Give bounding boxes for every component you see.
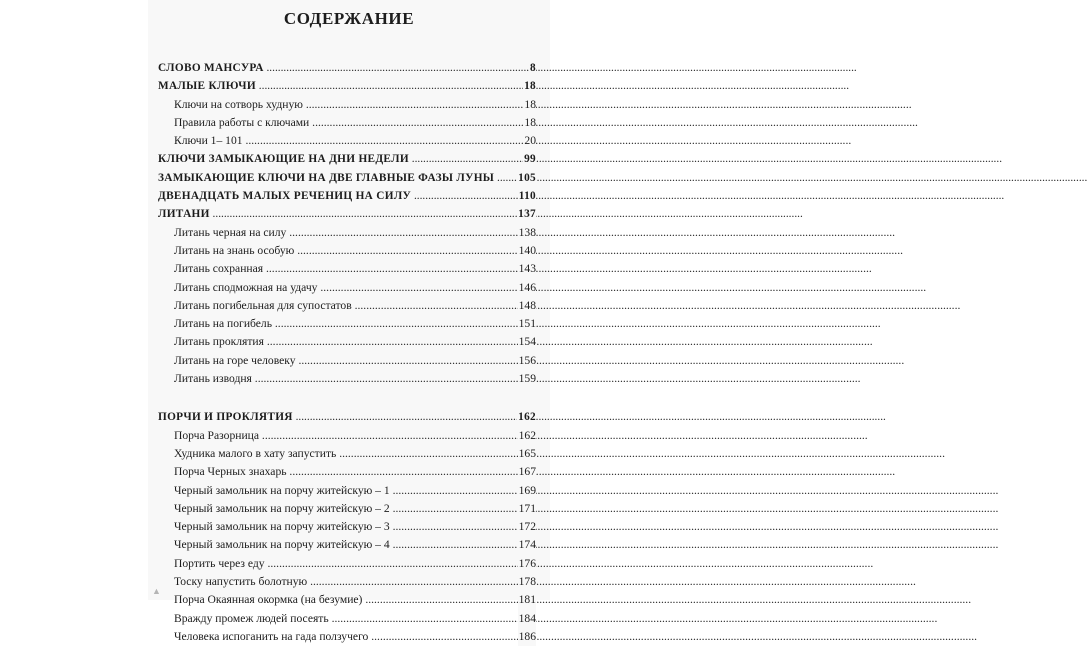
- toc-subsection-entry: [158, 427, 536, 445]
- toc-page-number: 148: [518, 297, 536, 315]
- toc-page-number: 167: [518, 463, 536, 481]
- toc-subsection-entry: [158, 297, 536, 315]
- toc-entry-title: Литань проклятия .....: [174, 333, 496, 351]
- toc-page-number: 105: [517, 169, 536, 187]
- toc-entry-title: Литань сохранная .....: [174, 260, 496, 278]
- toc-subsection-entry: [158, 224, 536, 242]
- toc-page-number: 18: [523, 114, 536, 132]
- toc-entry-title: Худника малого в хату запустить .....: [174, 445, 496, 463]
- toc-entry-title: Порча Окаянная окормка (на безумие) .....: [174, 591, 496, 609]
- toc-page-number: 169: [518, 482, 536, 500]
- toc-entry-title: Литань на погибель .....: [174, 315, 496, 333]
- toc-subsection-entry: [158, 132, 536, 150]
- toc-entry-title: Черный замольник на порчу житейскую – 1 .....: [174, 482, 496, 500]
- toc-entry-title: КЛЮЧИ ЗАМЫКАЮЩИЕ НА ДНИ НЕДЕЛИ .....: [158, 150, 496, 168]
- toc-page-number: 99: [523, 150, 536, 168]
- book-page: [148, 0, 550, 643]
- toc-entry-title: МАЛЫЕ КЛЮЧИ .....: [158, 77, 496, 95]
- toc-page-number: 171: [518, 500, 536, 518]
- toc-subsection-entry: [158, 482, 536, 500]
- toc-page-number: 18: [523, 96, 536, 114]
- toc-entry-title: Вражду промеж людей посеять .....: [174, 610, 496, 628]
- toc-entry-title: Черный замольник на порчу житейскую – 2 .....: [174, 500, 496, 518]
- toc-entry-title: Тоску напустить болотную .....: [174, 573, 496, 591]
- toc-page-number: 174: [518, 536, 536, 554]
- toc-entry-title: Порча Разорница .....: [174, 427, 496, 445]
- toc-subsection-entry: [158, 500, 536, 518]
- toc-entry-title: Литань изводня .....: [174, 370, 496, 388]
- toc-subsection-entry: [158, 370, 536, 388]
- toc-page-number: 172: [518, 518, 536, 536]
- toc-section-entry: [158, 150, 536, 168]
- toc-subsection-entry: [158, 114, 536, 132]
- toc-page-number: 181: [518, 591, 536, 609]
- toc-page-number: 8: [529, 59, 536, 77]
- toc-subsection-entry: [158, 518, 536, 536]
- toc-page-number: 184: [518, 610, 536, 628]
- toc-page-number: 154: [518, 333, 536, 351]
- toc-entry-title: Правила работы с ключами .....: [174, 114, 496, 132]
- toc-subsection-entry: [158, 591, 536, 609]
- toc-entry-title: Черный замольник на порчу житейскую – 3 .....: [174, 518, 496, 536]
- toc-subsection-entry: [158, 315, 536, 333]
- corner-mark: ▲: [152, 586, 161, 596]
- toc-entry-title: ЗАМЫКАЮЩИЕ КЛЮЧИ НА ДВЕ ГЛАВНЫЕ ФАЗЫ ЛУНЫ .....: [158, 169, 496, 187]
- toc-page-number: 110: [518, 187, 536, 205]
- toc-page-number: 178: [518, 573, 536, 591]
- toc-page-number: 138: [518, 224, 536, 242]
- toc-entry-title: Литань сподможная на удачу .....: [174, 279, 496, 297]
- toc-page-number: 156: [518, 352, 536, 370]
- toc-entry-title: ЛИТАНИ .....: [158, 205, 496, 223]
- toc-entry-title: Черный замольник на порчу житейскую – 4 .....: [174, 536, 496, 554]
- toc-entry-title: Литань черная на силу .....: [174, 224, 496, 242]
- toc-section-entry: [158, 187, 536, 205]
- toc-subsection-entry: [158, 242, 536, 260]
- toc-subsection-entry: [158, 536, 536, 554]
- toc-subsection-entry: [158, 260, 536, 278]
- toc-page-number: 146: [518, 279, 536, 297]
- toc-page-number: 186: [518, 628, 536, 646]
- toc-list: [158, 59, 536, 646]
- toc-entry-title: СЛОВО МАНСУРА .....: [158, 59, 496, 77]
- toc-page-number: 159: [518, 370, 536, 388]
- toc-page-number: 143: [518, 260, 536, 278]
- toc-subsection-entry: [158, 628, 536, 646]
- toc-page-number: 151: [518, 315, 536, 333]
- toc-page-number: 162: [518, 427, 536, 445]
- toc-entry-title: ДВЕНАДЦАТЬ МАЛЫХ РЕЧЕНИЦ НА СИЛУ .....: [158, 187, 496, 205]
- toc-entry-title: Порча Черных знахарь .....: [174, 463, 496, 481]
- toc-subsection-entry: [158, 352, 536, 370]
- toc-subsection-entry: [158, 333, 536, 351]
- toc-entry-title: Человека испоганить на гада ползучего .....: [174, 628, 496, 646]
- toc-subsection-entry: [158, 279, 536, 297]
- toc-subsection-entry: [158, 96, 536, 114]
- toc-subsection-entry: [158, 463, 536, 481]
- toc-page-number: 162: [517, 408, 536, 426]
- toc-page-number: 18: [523, 77, 536, 95]
- toc-page-number: 165: [518, 445, 536, 463]
- toc-entry-title: Литань на знань особую .....: [174, 242, 496, 260]
- toc-entry-title: Литань погибельная для супостатов .....: [174, 297, 496, 315]
- toc-entry-title: ПОРЧИ И ПРОКЛЯТИЯ .....: [158, 408, 496, 426]
- toc-page-number: 140: [518, 242, 536, 260]
- toc-entry-title: Портить через еду .....: [174, 555, 496, 573]
- toc-page-number: 176: [518, 555, 536, 573]
- toc-section-entry: [158, 205, 536, 223]
- page-title: СОДЕРЖАНИЕ: [283, 9, 415, 28]
- toc-subsection-entry: [158, 610, 536, 628]
- toc-section-entry: [158, 408, 536, 426]
- toc-subsection-entry: [158, 555, 536, 573]
- toc-section-entry: [158, 77, 536, 95]
- toc-page-number: 137: [517, 205, 536, 223]
- toc-page-number: 20: [523, 132, 536, 150]
- toc-entry-title: Ключи 1– 101 .....: [174, 132, 496, 150]
- toc-subsection-entry: [158, 573, 536, 591]
- toc-entry-title: Ключи на сотворь худную .....: [174, 96, 496, 114]
- toc-section-entry: [158, 169, 536, 187]
- toc-subsection-entry: [158, 445, 536, 463]
- toc-entry-title: Литань на горе человеку .....: [174, 352, 496, 370]
- toc-section-entry: [158, 59, 536, 77]
